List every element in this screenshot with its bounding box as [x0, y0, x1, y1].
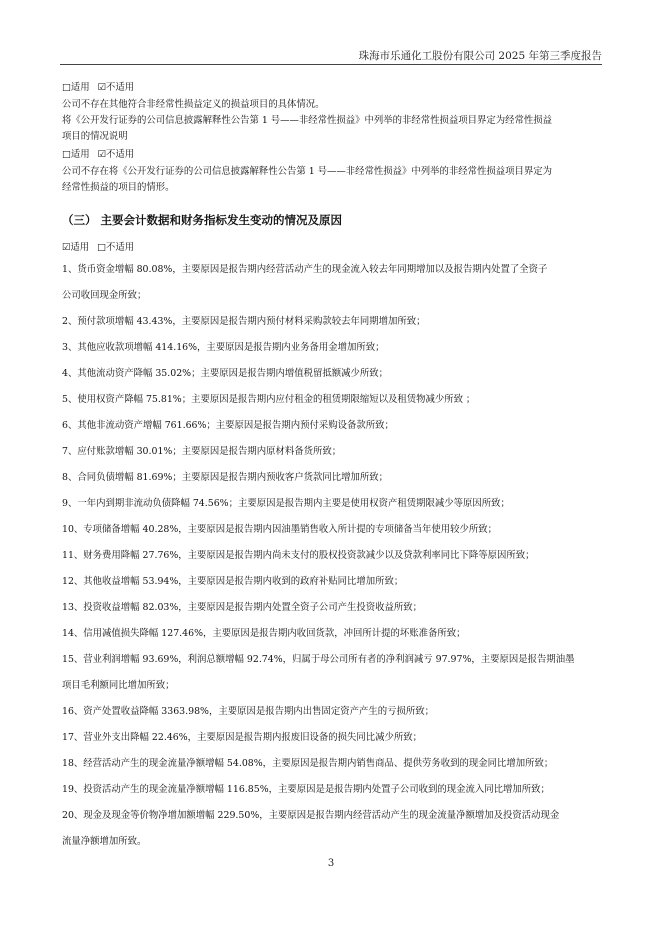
list-item: 5、使用权资产降幅 75.81%；主要原因是报告期内应付租金的租赁期限缩短以及租赁物减少所致 ； — [62, 394, 476, 405]
report-header: 珠海市乐通化工股份有限公司 2025 年第三季度报告 — [358, 50, 602, 62]
list-item: 19、投资活动产生的现金流量净额增幅 116.85%，主要原因是是报告期内处置子公司收到的现金流入同比增加所致； — [62, 784, 550, 795]
change-reasons-list — [62, 262, 602, 850]
option-not-applicable: □不适用 — [97, 242, 135, 253]
header-divider — [60, 64, 602, 65]
list-item: 2、预付款项增幅 43.43%，主要原因是报告期内预付材料采购款较去年同期增加所致； — [62, 316, 426, 327]
paragraph-no-reclassification-line1: 公司不存在将《公开发行证券的公司信息披露解释性公告第 1 号——非经常性损益》中列举的非经常性损益项目界定为 — [62, 166, 553, 177]
list-item-continuation: 公司收回现金所致； — [62, 290, 147, 301]
applicability-options-3 — [62, 240, 602, 256]
option-applicable: ☑适用 — [62, 242, 90, 253]
page-number: 3 — [327, 858, 335, 869]
list-item: 13、投资收益增幅 82.03%，主要原因是报告期内处置全资子公司产生投资收益所致； — [62, 602, 423, 613]
list-item-continuation: 项目毛利额同比增加所致； — [62, 680, 175, 691]
paragraph-recurring-definition-line2: 项目的情况说明 — [62, 131, 128, 142]
list-item: 7、应付账款增幅 30.01%；主要原因是报告期内原材料备货所致； — [62, 446, 342, 457]
list-item: 18、经营活动产生的现金流量净额增幅 54.08%，主要原因是报告期内销售商品、提供劳务收到的现金同比增加所致； — [62, 758, 554, 769]
list-item: 14、信用减值损失降幅 127.46%，主要原因是报告期内收回货款，冲回所计提的坏账准备所致； — [62, 628, 466, 639]
list-item-continuation: 流量净额增加所致。 — [62, 836, 147, 847]
list-item: 8、合同负债增幅 81.69%；主要原因是报告期内预收客户货款同比增加所致； — [62, 472, 388, 483]
list-item: 15、营业利润增幅 93.69%，利润总额增幅 92.74%，归属于母公司所有者的净利润减亏 97.97%，主要原因是报告期油墨 — [62, 654, 575, 665]
applicability-options-1 — [62, 80, 602, 96]
list-item: 1、货币资金增幅 80.08%，主要原因是报告期内经营活动产生的现金流入较去年同期增加以及报告期内处置了全资子 — [62, 264, 548, 275]
paragraph-no-other-items: 公司不存在其他符合非经常性损益定义的损益项目的具体情况。 — [62, 99, 325, 110]
paragraph-no-reclassification-line2: 经常性损益的项目的情形。 — [62, 182, 175, 193]
paragraph-recurring-definition-line1: 将《公开发行证券的公司信息披露解释性公告第 1 号——非经常性损益》中列举的非经常性损益项目界定为经常性损益 — [62, 115, 553, 126]
option-not-applicable: ☑不适用 — [97, 149, 135, 160]
list-item: 17、营业外支出降幅 22.46%，主要原因是报告期内报废旧设备的损失同比减少所致； — [62, 732, 423, 743]
list-item: 11、财务费用降幅 27.76%，主要原因是报告期内尚未支付的股权投资款减少以及贷款利率同比下降等原因所致； — [62, 550, 535, 561]
option-applicable: □适用 — [62, 149, 90, 160]
page-content — [62, 78, 602, 860]
option-applicable: □适用 — [62, 82, 90, 93]
list-item: 4、其他流动资产降幅 35.02%；主要原因是报告期内增值税留抵额减少所致； — [62, 368, 388, 379]
list-item: 10、专项储备增幅 40.28%，主要原因是报告期内因油墨销售收入所计提的专项储备当年使用较少所致； — [62, 524, 498, 535]
section-heading: （三） 主要会计数据和财务指标发生变动的情况及原因 — [62, 213, 343, 227]
applicability-options-2 — [62, 147, 602, 163]
list-item: 20、现金及现金等价物净增加额增幅 229.50%，主要原因是报告期内经营活动产生的现金流量净额增加及投资活动现金 — [62, 810, 560, 821]
list-item: 3、其他应收款项增幅 414.16%，主要原因是报告期内业务备用金增加所致； — [62, 342, 385, 353]
option-not-applicable: ☑不适用 — [97, 82, 135, 93]
list-item: 16、资产处置收益降幅 3363.98%，主要原因是报告期内出售固定资产产生的亏损所致； — [62, 706, 434, 717]
list-item: 9、一年内到期非流动负债降幅 74.56%；主要原因是报告期内主要是使用权资产租赁期限减少等原因所致； — [62, 498, 510, 509]
list-item: 6、其他非流动资产增幅 761.66%；主要原因是报告期内预付采购设备款所致； — [62, 420, 394, 431]
list-item: 12、其他收益增幅 53.94%，主要原因是报告期内收到的政府补贴同比增加所致； — [62, 576, 404, 587]
